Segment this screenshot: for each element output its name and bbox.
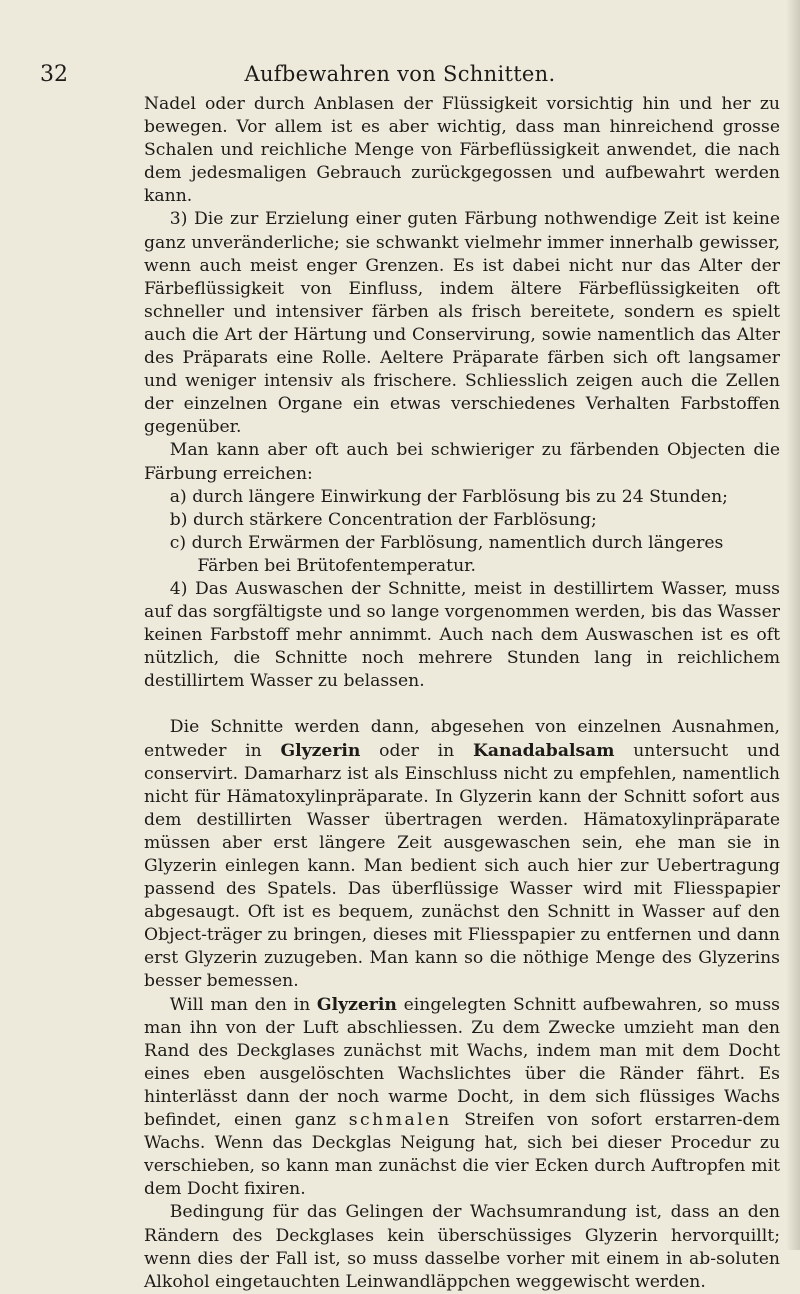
running-title: Aufbewahren von Schnitten. (244, 62, 556, 86)
paragraph-5-part-a: Die Schnitte werden dann, abgesehen von einzelnen Ausnahmen, entweder in (144, 717, 780, 761)
paragraph-2: 3) Die zur Erzielung einer guten Färbung nothwendige Zeit ist keine ganz unveränderliche; sie schwankt vielmehr immer innerhalb gewisser, wenn auch meist enger Grenzen. Es ist dabei nicht nur das Alter der Färbeflüssigkeit von Einfluss, indem ältere Färbeflüssigkeiten oft schneller und intensiver färben als frisch bereitete, sondern es spielt auch die Art der Härtung und Conservirung, sowie namentlich das Alter des Präparats eine Rolle. Aeltere Präparate färben sich oft langsamer und weniger intensiv als frischere. Schliesslich zeigen auch die Zellen der einzelnen Organe ein etwas verschiedenes Verhalten Farbstoffen gegenüber. (144, 209, 780, 438)
paragraph-5-part-b: oder in (360, 740, 473, 761)
term-glyzerin: Glyzerin (280, 740, 361, 761)
paragraph-6-part-b: eingelegten Schnitt aufbewahren, so muss man ihn von der Luft abschliessen. Zu dem Zwecke umzieht man den Rand des Deckglases zunächst mit Wachs, indem man mit dem Docht eines eben ausgelöschten Wachslichtes über die Ränder fährt. Es hinterlässt dann der noch warme Docht, in dem sich flüssiges Wachs befindet, einen ganz (144, 994, 781, 1131)
page-edge-shadow (786, 0, 800, 1250)
paragraph-6 (144, 994, 780, 1202)
paragraph-6-part-a: Will man den in (169, 994, 317, 1015)
paragraph-5-part-c: untersucht und conservirt. Damarharz ist als Einschluss nicht zu empfehlen, namentlich nicht für Hämatoxylinpräparate. In Glyzerin kann der Schnitt sofort aus dem destillirten Wasser übertragen werden. Hämatoxylinpräparate müssen aber erst längere Zeit ausgewaschen sein, ehe man sie in Glyzerin einlegen kann. Man bedient sich auch hier zur Uebertragung passend des Spatels. Das überflüssige Wasser wird mit Fliesspapier abgesaugt. Oft ist es bequem, zunächst den Schnitt in Wasser auf den Object-träger zu bringen, dieses mit Fliesspapier zu entfernen und dann erst Glyzerin zuzugeben. Man kann so die nöthige Menge des Glyzerins besser bemessen. (144, 740, 781, 992)
list-item-c-line-1: c) durch Erwärmen der Farblösung, namentlich durch längeres (169, 532, 724, 553)
list-item-c-line-2: Färben bei Brütofentemperatur. (197, 555, 476, 576)
page-number: 32 (40, 62, 68, 87)
body-text (144, 93, 780, 1294)
term-glyzerin-2: Glyzerin (316, 994, 397, 1015)
paragraph-7: Bedingung für das Gelingen der Wachsumrandung ist, dass an den Rändern des Deckglases kein überschüssiges Glyzerin hervorquillt; wenn dies der Fall ist, so muss dasselbe vorher mit einem in ab-soluten Alkohol eingetauchten Leinwandläppchen weggewischt werden. (144, 1202, 780, 1292)
list-item-b: b) durch stärkere Concentration der Farblösung; (169, 509, 597, 530)
list-item-a: a) durch längere Einwirkung der Farblösung bis zu 24 Stunden; (169, 486, 728, 507)
paragraph-4: 4) Das Auswaschen der Schnitte, meist in destillirtem Wasser, muss auf das sorgfältigste und so lange vorgenommen werden, bis das Wasser keinen Farbstoff mehr annimmt. Auch nach dem Auswaschen ist es oft nützlich, die Schnitte noch mehrere Stunden lang in reichlichem destillirtem Wasser zu belassen. (144, 578, 780, 692)
list-item-c (144, 532, 780, 578)
spaced-word-schmalen: schmalen (348, 1110, 452, 1131)
term-kanadabalsam: Kanadabalsam (472, 740, 615, 761)
paragraph-6-part-c: Streifen von sofort erstarren-dem Wachs. Wenn das Deckglas Neigung hat, sich bei dieser Procedur zu verschieben, so kann man zunächst die vier Ecken durch Auftropfen mit dem Docht fixiren. (144, 1110, 780, 1200)
paragraph-3: Man kann aber oft auch bei schwieriger zu färbenden Objecten die Färbung erreichen: (144, 440, 780, 484)
page-header (40, 62, 760, 94)
paragraph-1: Nadel oder durch Anblasen der Flüssigkeit vorsichtig hin und her zu bewegen. Vor allem ist es aber wichtig, dass man hinreichend grosse Schalen und reichliche Menge von Färbeflüssigkeit anwendet, die nach dem jedesmaligen Gebrauch zurückgegossen und aufbewahrt werden kann. (144, 94, 780, 207)
paragraph-5 (144, 716, 780, 993)
